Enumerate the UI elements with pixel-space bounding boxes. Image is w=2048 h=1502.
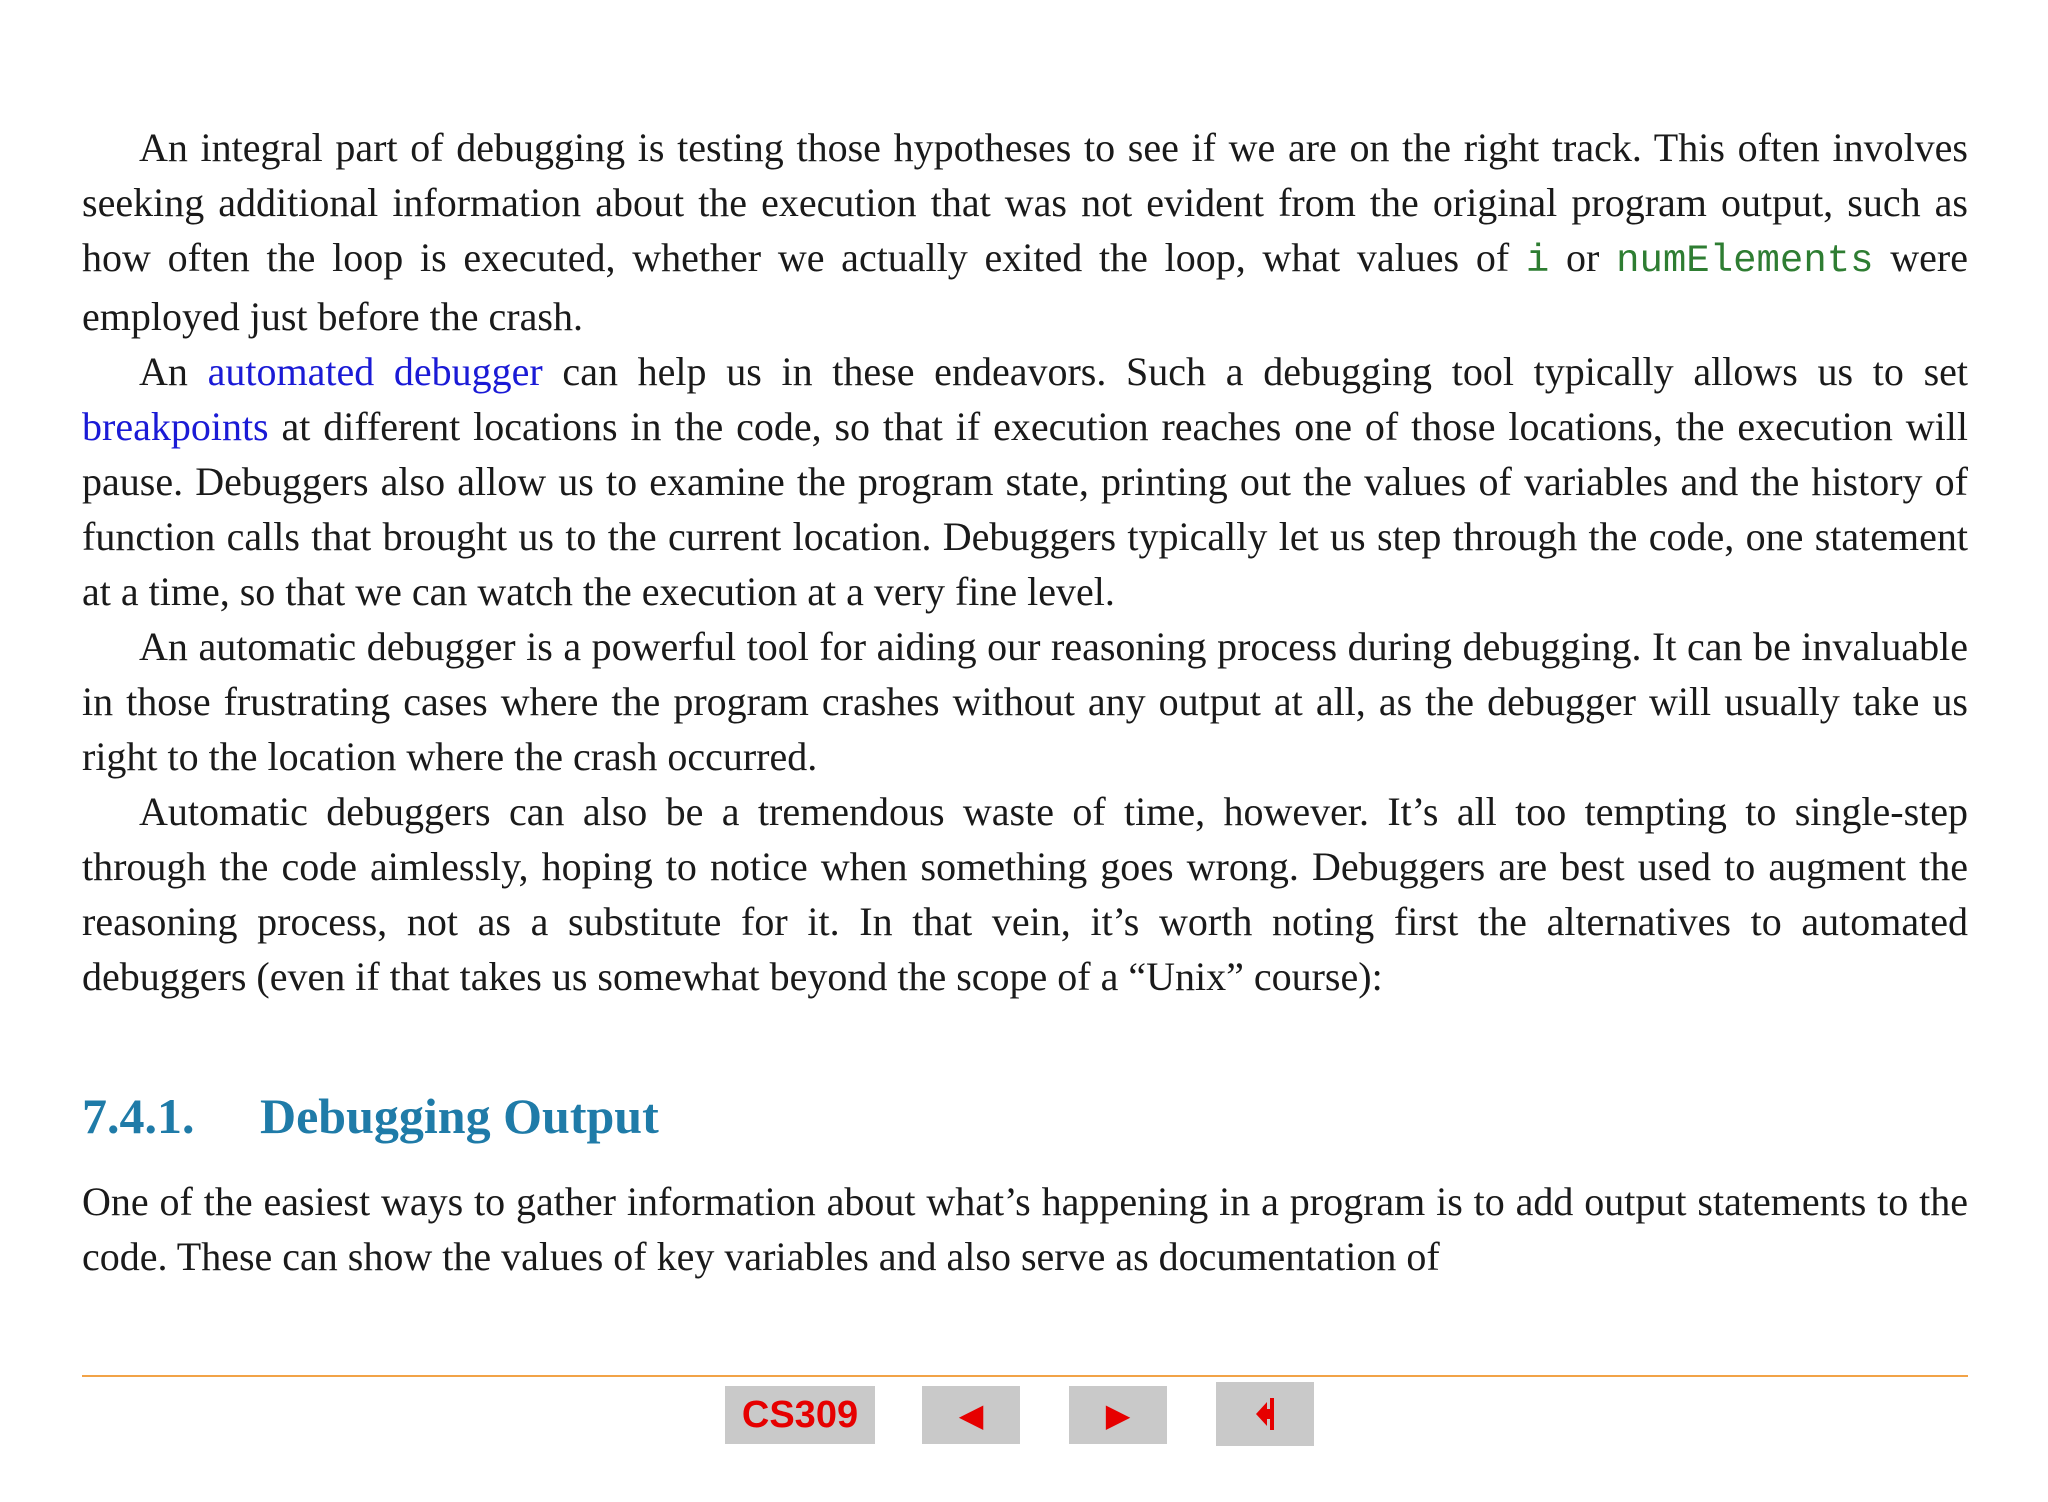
section-title: Debugging Output [260, 1088, 659, 1144]
course-home-button[interactable]: CS309 [725, 1386, 875, 1444]
paragraph-text: An [139, 349, 208, 394]
paragraph-text: were employed just before the crash. [82, 235, 1968, 339]
paragraph-debugging-output: One of the easiest ways to gather information about what’s happening in a program is to add output statements to the code. These can show the values of key variables and also serve as documentation of [82, 1179, 1968, 1279]
previous-page-button[interactable] [922, 1386, 1020, 1444]
footer-divider [82, 1375, 1968, 1377]
paragraph-hypotheses [82, 120, 1968, 344]
link-automated-debugger[interactable]: automated debugger [207, 349, 543, 394]
triangle-left-icon: ◀ [958, 1396, 984, 1434]
page-content [82, 120, 1968, 1284]
section-number: 7.4.1. [82, 1088, 195, 1144]
paragraph-text: or [1549, 235, 1617, 280]
paragraph-text: An integral part of debugging is testing those hypotheses to see if we are on the right track. This often involves seeking additional information about the execution that was not evident from the original program output, such as how often the loop is executed, whether we actually exited the loop, what values of [82, 125, 1968, 280]
paragraph-waste-of-time: Automatic debuggers can also be a tremendous waste of time, however. It’s all too tempting to single-step through the code aimlessly, hoping to notice when something goes wrong. Debuggers are best used to augment the reasoning process, not as a substitute for it. In that vein, it’s worth noting first the alternatives to automated debuggers (even if that takes us somewhat beyond the scope of a “Unix” course): [82, 789, 1968, 999]
paragraph-text: at different locations in the code, so that if execution reaches one of those locations, the execution will pause. Debuggers also allow us to examine the program state, printing out the values of variables and the history of function calls that brought us to the current location. Debuggers typically let us step through the code, one statement at a time, so that we can watch the execution at a very fine level. [82, 404, 1968, 614]
triangle-right-icon: ▶ [1105, 1396, 1131, 1434]
paragraph-powerful-tool: An automatic debugger is a powerful tool for aiding our reasoning process during debugging. It can be invaluable in those frustrating cases where the program crashes without any output at all, as the debugger will usually take us right to the location where the crash occurred. [82, 624, 1968, 779]
back-arrow-icon [1250, 1393, 1280, 1435]
code-variable-numelements: numElements [1616, 239, 1874, 283]
paragraph-text: can help us in these endeavors. Such a debugging tool typically allows us to set [542, 349, 1968, 394]
back-button[interactable] [1216, 1382, 1314, 1446]
next-page-button[interactable] [1069, 1386, 1167, 1444]
section-heading [82, 1086, 1968, 1146]
paragraph-automated-debugger [82, 344, 1968, 619]
link-breakpoints[interactable]: breakpoints [82, 404, 269, 449]
code-variable-i: i [1525, 239, 1550, 283]
